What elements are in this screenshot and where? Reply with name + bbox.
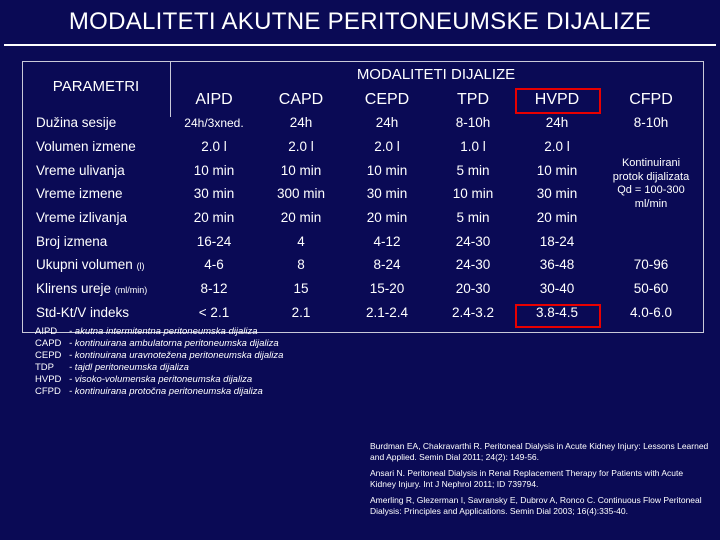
- legend-abbr: TDP: [35, 362, 54, 373]
- legend-item: [35, 374, 283, 386]
- parameters-header: PARAMETRI: [52, 78, 140, 95]
- reference-item: Amerling R, Glezerman I, Savransky E, Dubrov A, Ronco C. Continuous Flow Peritoneal Dialysis: Principles and Applications. Semin Dial 2003; 16(4):335-40.: [370, 495, 702, 516]
- row-label-outflow-time: Vreme izlivanja: [36, 210, 128, 225]
- legend-text: - akutna intermitentna peritoneumska dijaliza: [69, 326, 258, 337]
- row-label-inflow-time: Vreme ulivanja: [36, 163, 125, 178]
- column-header-cfpd: CFPD: [629, 91, 673, 108]
- row-label-dwell-time: Vreme izmene: [36, 186, 123, 201]
- table-cell: 20 min: [280, 210, 322, 225]
- table-cell: 16-24: [196, 234, 232, 249]
- table-cell: 2.0 l: [544, 139, 570, 154]
- table-cell: 2.4-3.2: [451, 305, 495, 320]
- legend-item: [35, 338, 283, 350]
- table-cell: 30 min: [366, 186, 408, 201]
- table-cell: 3.8-4.5: [535, 305, 579, 320]
- table-cell: 10 min: [280, 163, 322, 178]
- modalities-group-header: MODALITETI DIJALIZE: [356, 66, 516, 83]
- slide-title: MODALITETI AKUTNE PERITONEUMSKE DIJALIZE: [68, 8, 652, 35]
- legend-abbr: HVPD: [35, 374, 62, 385]
- table-cell: 24-30: [455, 234, 491, 249]
- table-cell: 5 min: [456, 163, 490, 178]
- column-header-tpd: TPD: [457, 91, 489, 108]
- reference-item: Burdman EA, Chakravarthi R. Peritoneal Dialysis in Acute Kidney Injury: Lessons Learned and Applied. Semin Dial 2011; 24(2): 149-56.: [370, 441, 709, 462]
- table-cell: 2.1-2.4: [365, 305, 409, 320]
- table-cell: 300 min: [276, 186, 326, 201]
- table-cell: 8-10h: [633, 115, 669, 130]
- table-cell: 2.0 l: [288, 139, 314, 154]
- table-cell: 1.0 l: [460, 139, 486, 154]
- table-cell: 2.0 l: [201, 139, 227, 154]
- table-cell: 30-40: [539, 281, 575, 296]
- row-label-std-kt-v: Std-Kt/V indeks: [36, 305, 130, 320]
- table-cell: 24h: [545, 115, 569, 130]
- row-label-urea-clearance: [36, 281, 147, 296]
- table-cell: 20 min: [536, 210, 578, 225]
- legend-item: [35, 350, 283, 362]
- table-cell: 10 min: [366, 163, 408, 178]
- legend-item: [35, 362, 283, 374]
- table-cell: 24h/3xned.: [184, 116, 244, 130]
- table-cell: 8: [297, 257, 305, 272]
- table-cell: 18-24: [539, 234, 575, 249]
- table-cell: 20 min: [193, 210, 235, 225]
- reference-item: Ansari N. Peritoneal Dialysis in Renal Replacement Therapy for Patients with Acute Kidney Injury. Int J Nephrol 2011; ID 739794.: [370, 468, 684, 489]
- row-label-unit: (l): [136, 261, 145, 271]
- row-label-text: Klirens ureje: [36, 281, 115, 296]
- table-cell: 30 min: [193, 186, 235, 201]
- legend-item: [35, 326, 283, 338]
- table-cell: 4: [297, 234, 305, 249]
- legend-text: - kontinuirana protočna peritoneumska dijaliza: [69, 386, 263, 397]
- table-cell: 10 min: [452, 186, 494, 201]
- table-cell: 20-30: [455, 281, 491, 296]
- table-cell: 4-6: [204, 257, 224, 272]
- table-cell: 4.0-6.0: [629, 305, 673, 320]
- legend-text: - visoko-volumenska peritoneumska dijaliza: [69, 374, 253, 385]
- legend-text: - kontinuirana ambulatorna peritoneumska dijaliza: [69, 338, 279, 349]
- column-header-hvpd: HVPD: [534, 91, 580, 108]
- row-label-text: Ukupni volumen: [36, 257, 137, 272]
- table-cell: 4-12: [373, 234, 401, 249]
- cfpd-merged-note: Kontinuirani protok dijalizata Qd = 100-300 ml/min: [612, 157, 690, 210]
- table-cell: 15-20: [369, 281, 405, 296]
- table-cell: 10 min: [536, 163, 578, 178]
- legend-text: - tajdl peritoneumska dijaliza: [69, 362, 189, 373]
- legend-text: - kontinuirana uravnotežena peritoneumska dijaliza: [69, 350, 284, 361]
- table-cell: 50-60: [633, 281, 669, 296]
- table-cell: < 2.1: [198, 305, 230, 320]
- table-cell: 30 min: [536, 186, 578, 201]
- table-cell: 24h: [289, 115, 313, 130]
- abbreviation-legend: [35, 326, 283, 398]
- title-divider: [4, 44, 716, 46]
- table-cell: 2.0 l: [374, 139, 400, 154]
- table-cell: 36-48: [539, 257, 575, 272]
- row-label-exchange-count: Broj izmena: [36, 234, 108, 249]
- column-header-capd: CAPD: [278, 91, 324, 108]
- row-label-exchange-volume: Volumen izmene: [36, 139, 136, 154]
- row-label-unit: (ml/min): [114, 285, 148, 295]
- legend-abbr: CEPD: [35, 350, 62, 361]
- table-cell: 15: [293, 281, 309, 296]
- table-cell: 10 min: [193, 163, 235, 178]
- row-label-session-length: Dužina sesije: [36, 115, 117, 130]
- table-cell: 8-12: [200, 281, 228, 296]
- column-header-cepd: CEPD: [364, 91, 410, 108]
- references: [370, 441, 710, 522]
- legend-abbr: CFPD: [35, 386, 61, 397]
- table-cell: 8-10h: [455, 115, 491, 130]
- table-cell: 2.1: [291, 305, 311, 320]
- table-cell: 5 min: [456, 210, 490, 225]
- row-label-total-volume: [36, 257, 145, 272]
- legend-abbr: AIPD: [35, 326, 58, 337]
- legend-abbr: CAPD: [35, 338, 62, 349]
- table-cell: 20 min: [366, 210, 408, 225]
- table-cell: 24h: [375, 115, 399, 130]
- column-header-aipd: AIPD: [195, 91, 233, 108]
- table-cell: 24-30: [455, 257, 491, 272]
- table-cell: 8-24: [373, 257, 401, 272]
- legend-item: [35, 386, 283, 398]
- table-cell: 70-96: [633, 257, 669, 272]
